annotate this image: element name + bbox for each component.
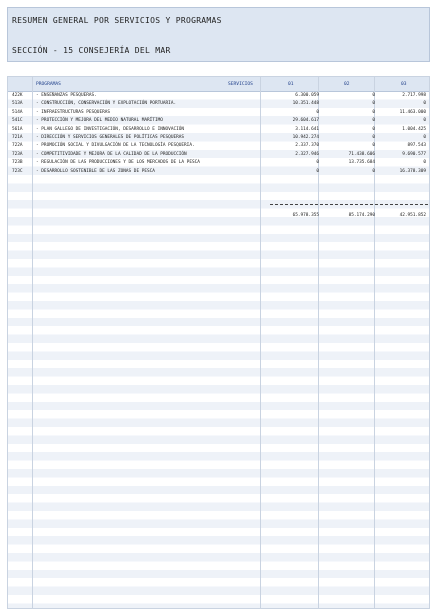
value-01: 0 <box>316 109 319 115</box>
table-row <box>8 99 429 107</box>
value-02: 0 <box>372 168 375 174</box>
program-code: 561A <box>12 126 23 132</box>
table-row <box>8 158 429 166</box>
summary-table <box>7 76 430 609</box>
program-description: - COMPETITIVIDADE Y MEJORA DE LA CALIDAD DE LA PRODUCCIÓN <box>36 151 187 157</box>
table-body <box>8 91 429 175</box>
table-header <box>8 77 429 92</box>
column-header-02: 02 <box>344 81 350 87</box>
value-01: 0 <box>316 160 319 166</box>
table-row <box>8 141 429 149</box>
value-02: 0 <box>372 101 375 107</box>
program-description: - CONSTRUCCIÓN, CONSERVACIÓN Y EXPLOTACIÓN PORTUARIA. <box>36 101 177 107</box>
value-03: 11.463.000 <box>399 109 426 115</box>
value-01: 0 <box>316 168 319 174</box>
total-02: 85.174.290 <box>348 213 375 218</box>
value-02: 0 <box>372 143 375 149</box>
value-02: 13.735.684 <box>348 160 375 166</box>
program-description: - ENSEÑANZAS PESQUERAS. <box>36 93 97 98</box>
value-02: 0 <box>372 118 375 124</box>
value-03: 1.004.425 <box>402 126 426 132</box>
value-02: 0 <box>372 134 375 140</box>
program-description: - PROTECCIÓN Y MEJORA DEL MEDIO NATURAL MARÍTIMO <box>36 118 163 124</box>
table-row <box>8 167 429 175</box>
program-description: - INFRAESTRUCTURAS PESQUERAS <box>36 109 111 115</box>
value-01: 29.604.617 <box>292 118 319 124</box>
value-03: 0 <box>423 134 426 140</box>
value-03: 9.690.577 <box>402 151 426 157</box>
program-code: 422K <box>12 93 23 98</box>
value-01: 3.114.641 <box>295 126 319 132</box>
column-header-programas: PROGRAMAS <box>36 81 61 87</box>
program-description: - PROMOCIÓN SOCIAL Y DIVULGACIÓN DE LA TECNOLOGÍA PESQUERIA. <box>36 143 195 149</box>
totals-row <box>8 212 429 220</box>
program-code: 722A <box>12 143 23 149</box>
value-03: 16.378.309 <box>399 168 426 174</box>
value-02: 0 <box>372 109 375 115</box>
table-row <box>8 108 429 116</box>
column-header-01: 01 <box>288 81 294 87</box>
program-description: - DESARROLLO SOSTENIBLE DE LAS ZONAS DE PESCA <box>36 168 155 174</box>
table-row <box>8 125 429 133</box>
value-01: 2.337.370 <box>295 143 319 149</box>
program-description: - PLAN GALLEGO DE INVESTIGACIÓN, DESARROLLO E INNOVACIÓN <box>36 126 185 132</box>
value-02: 0 <box>372 126 375 132</box>
program-code: 721A <box>12 134 23 140</box>
value-02: 0 <box>372 93 375 98</box>
column-header-03: 03 <box>401 81 407 87</box>
program-code: 723A <box>12 151 23 157</box>
program-code: 723B <box>12 160 23 166</box>
total-03: 42.951.852 <box>399 213 426 218</box>
program-code: 541C <box>12 118 23 124</box>
table-row <box>8 116 429 124</box>
value-03: 0 <box>423 118 426 124</box>
program-code: 514A <box>12 109 23 115</box>
report-header <box>7 7 430 62</box>
value-02: 71.438.606 <box>348 151 375 157</box>
table-row <box>8 91 429 99</box>
value-03: 0 <box>423 101 426 107</box>
table-row <box>8 133 429 141</box>
value-01: 10.351.448 <box>292 101 319 107</box>
report-title: RESUMEN GENERAL POR SERVICIOS Y PROGRAMAS <box>12 16 222 25</box>
section-title: SECCIÓN - 15 CONSEJERÍA DEL MAR <box>12 46 171 55</box>
program-code: 513A <box>12 101 23 107</box>
program-code: 723C <box>12 168 23 174</box>
value-03: 897.543 <box>407 143 426 149</box>
value-03: 0 <box>423 160 426 166</box>
total-01: 65.978.355 <box>292 213 319 218</box>
program-description: - DIRECCIÓN Y SERVICIOS GENERALES DE POLÍTICAS PESQUERAS <box>36 134 185 140</box>
table-row <box>8 150 429 158</box>
value-01: 6.300.059 <box>295 93 319 98</box>
value-03: 2.717.998 <box>402 93 426 98</box>
value-01: 2.327.946 <box>295 151 319 157</box>
value-01: 10.942.274 <box>292 134 319 140</box>
totals-separator <box>270 204 428 205</box>
column-header-servicios: SERVICIOS <box>228 81 253 87</box>
program-description: - REGULACIÓN DE LAS PRODUCCIONES Y DE LOS MERCADOS DE LA PESCA <box>36 160 200 166</box>
